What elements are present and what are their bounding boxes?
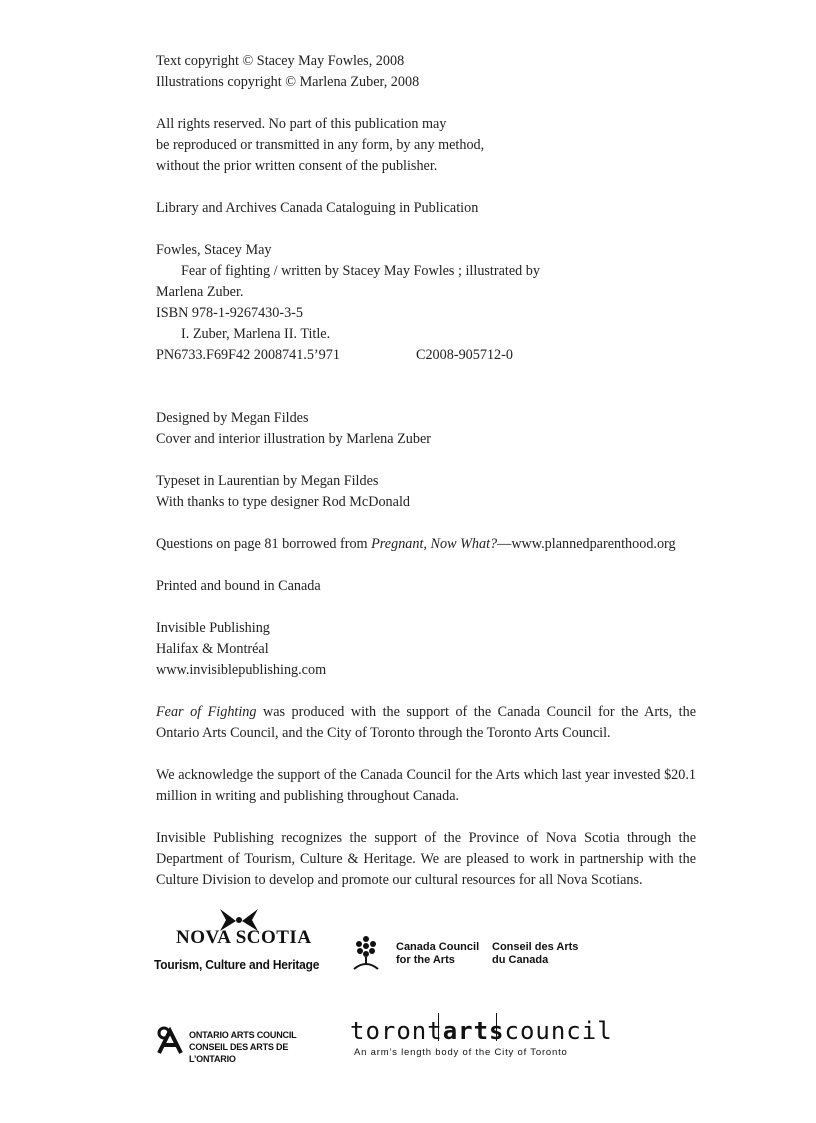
cip-heading: Library and Archives Canada Cataloguing in Publication <box>156 200 479 216</box>
cip-dewey-class: 741.5’971 <box>282 347 340 363</box>
designed-by: Designed by Megan Fildes <box>156 410 309 426</box>
support-paragraph-1 <box>156 702 696 744</box>
nova-scotia-logo <box>150 905 340 980</box>
cc-fr-line-1: Conseil des Arts <box>492 941 579 953</box>
publisher-block <box>156 618 696 681</box>
cip-subjects: I. Zuber, Marlena II. Title. <box>181 326 331 342</box>
toronto-arts-council-tagline: An arm’s length body of the City of Toronto <box>354 1047 568 1058</box>
tac-word-bold: arts <box>442 1017 505 1045</box>
cip-lc-class: PN6733.F69F42 2008 <box>156 347 283 363</box>
cip-title: Fear of fighting / written by Stacey May Fowles ; illustrated by <box>181 263 540 279</box>
publisher-url: www.invisiblepublishing.com <box>156 662 327 678</box>
book-title: Fear of Fighting <box>156 704 257 720</box>
toronto-arts-council-logo <box>350 1013 613 1063</box>
canada-council-logo <box>348 933 588 977</box>
cip-illustrator: Marlena Zuber. <box>156 284 244 300</box>
type-credits <box>156 471 696 513</box>
oac-line-2: CONSEIL DES ARTS DE L’ONTARIO <box>189 1042 289 1065</box>
nova-scotia-title: NOVA SCOTIA <box>176 927 312 948</box>
cip-number: C2008-905712-0 <box>416 347 513 363</box>
oac-line-1: ONTARIO ARTS COUNCIL <box>189 1030 297 1041</box>
questions-credit <box>156 534 696 555</box>
printed-in: Printed and bound in Canada <box>156 578 321 594</box>
canada-council-english <box>396 941 479 967</box>
support-1-text: was produced with the support of the Canada Council for the Arts, the Ontario Arts Council, and the City of Toronto through the Toronto Arts Council. <box>156 704 696 741</box>
tac-word-pre: toront <box>350 1017 443 1045</box>
copyright-block <box>156 51 696 93</box>
text-copyright: Text copyright © Stacey May Fowles, 2008 <box>156 53 405 69</box>
cip-isbn: ISBN 978-1-9267430-3-5 <box>156 305 303 321</box>
design-credits <box>156 408 696 450</box>
funder-logos <box>150 905 613 1075</box>
ontario-arts-council-text <box>189 1030 337 1066</box>
cip-heading-block <box>156 198 696 219</box>
nova-scotia-subtitle: Tourism, Culture and Heritage <box>154 957 320 972</box>
rights-line-1: All rights reserved. No part of this publication may <box>156 116 447 132</box>
type-thanks: With thanks to type designer Rod McDonald <box>156 494 410 510</box>
support-paragraph-2: We acknowledge the support of the Canada Council for the Arts which last year invested $20.1 million in writing and publishing throughout Canada. <box>156 767 696 804</box>
cip-classification <box>156 345 696 366</box>
cc-en-line-1: Canada Council <box>396 941 480 953</box>
cip-record <box>156 240 696 366</box>
cover-credit: Cover and interior illustration by Marlena Zuber <box>156 431 432 447</box>
ontario-arts-council-emblem-icon <box>155 1025 185 1055</box>
spacer <box>156 366 696 408</box>
ontario-arts-council-logo <box>155 1025 345 1065</box>
typeset-credit: Typeset in Laurentian by Megan Fildes <box>156 473 379 489</box>
tac-word-post: council <box>504 1017 613 1045</box>
questions-prefix: Questions on page 81 borrowed from <box>156 536 372 552</box>
printed-block <box>156 576 696 597</box>
publisher-name: Invisible Publishing <box>156 620 270 636</box>
rights-line-2: be reproduced or transmitted in any form, by any method, <box>156 137 485 153</box>
rights-block <box>156 114 696 177</box>
canada-council-emblem-icon <box>348 933 384 973</box>
cc-en-line-2: for the Arts <box>396 954 455 966</box>
publisher-cities: Halifax & Montréal <box>156 641 269 657</box>
copyright-page <box>156 51 696 912</box>
toronto-arts-council-wordmark <box>350 1017 613 1045</box>
canada-council-french <box>492 941 578 967</box>
questions-suffix: —www.plannedparenthood.org <box>497 536 676 552</box>
support-paragraph-3: Invisible Publishing recognizes the support of the Province of Nova Scotia through the Department of Tourism, Culture & Heritage. We are pleased to work in partnership with the Culture Division to develop and promote our cultural resources for all Nova Scotians. <box>156 830 696 888</box>
cip-author: Fowles, Stacey May <box>156 242 272 258</box>
rights-line-3: without the prior written consent of the publisher. <box>156 158 438 174</box>
illustrations-copyright: Illustrations copyright © Marlena Zuber, 2008 <box>156 74 420 90</box>
questions-source-title: Pregnant, Now What? <box>371 536 498 552</box>
cc-fr-line-2: du Canada <box>492 954 549 966</box>
